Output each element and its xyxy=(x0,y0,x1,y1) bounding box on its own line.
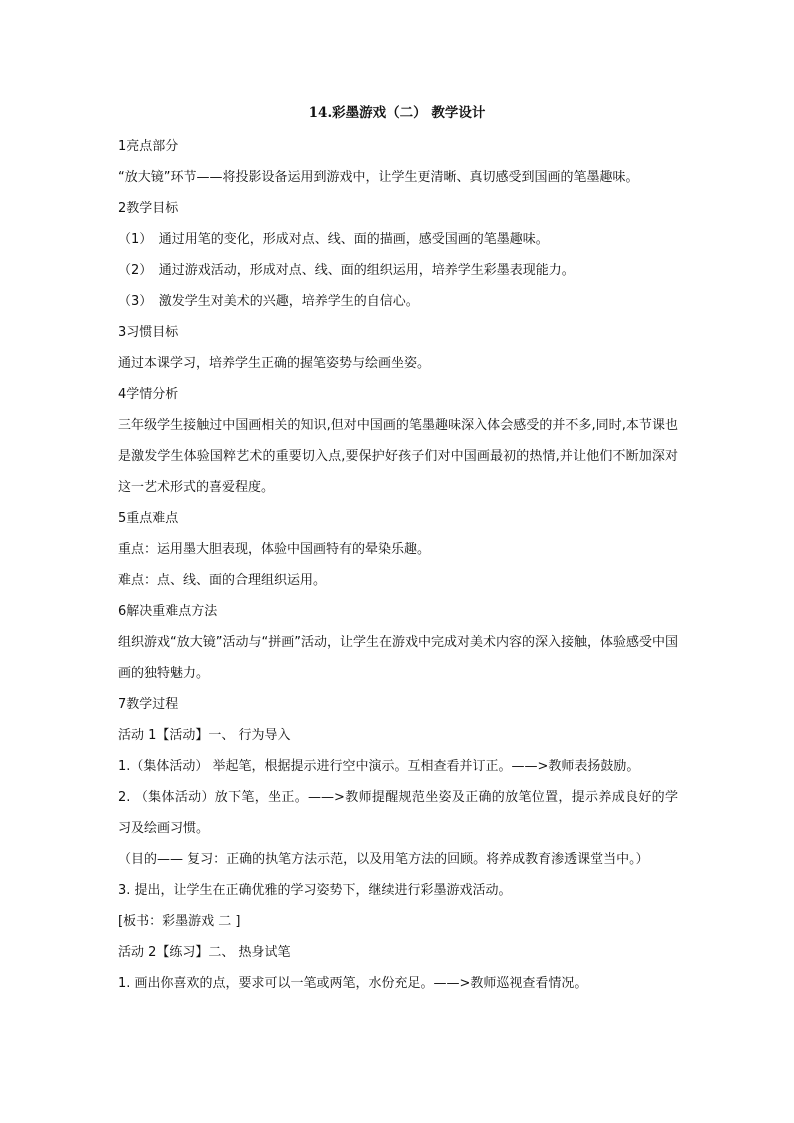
goal-item-3: （3） 激发学生对美术的兴趣，培养学生的自信心。 xyxy=(118,294,419,309)
activity-1-step-1: 1.（集体活动） 举起笔，根据提示进行空中演示。互相查看并订正。——>教师表扬鼓励。 xyxy=(118,759,640,774)
section-heading-methods: 6解决重难点方法 xyxy=(118,604,218,619)
goal-item-1: （1） 通过用笔的变化，形成对点、线、面的描画，感受国画的笔墨趣味。 xyxy=(118,232,549,247)
highlights-text: “放大镜”环节——将投影设备运用到游戏中，让学生更清晰、真切感受到国画的笔墨趣味。 xyxy=(118,170,639,185)
difficulty-text: 难点：点、线、面的合理组织运用。 xyxy=(118,573,327,588)
habit-goals-text: 通过本课学习，培养学生正确的握笔姿势与绘画坐姿。 xyxy=(118,356,431,371)
document-title: 14.彩墨游戏（二） 教学设计 xyxy=(308,105,486,121)
section-heading-teaching-goals: 2教学目标 xyxy=(118,201,179,216)
activity-2-step-1: 1. 画出你喜欢的点，要求可以一笔或两笔，水份充足。——>教师巡视查看情况。 xyxy=(118,976,588,991)
blackboard-note: [板书：彩墨游戏 二 ] xyxy=(118,914,241,929)
section-heading-habit-goals: 3习惯目标 xyxy=(118,325,179,340)
document-body xyxy=(118,131,678,999)
activity-1-purpose: （目的—— 复习：正确的执笔方法示范，以及用笔方法的回顾。将养成教育渗透课堂当中。） xyxy=(118,852,649,867)
section-heading-teaching-process: 7教学过程 xyxy=(118,697,179,712)
key-point-text: 重点：运用墨大胆表现，体验中国画特有的晕染乐趣。 xyxy=(118,542,431,557)
learner-analysis-text: 三年级学生接触过中国画相关的知识,但对中国画的笔墨趣味深入体会感受的并不多,同时,本节课也是激发学生体验国粹艺术的重要切入点,要保护好孩子们对中国画最初的热情,并让他们不断加深对这一艺术形式的喜爱程度。 xyxy=(118,418,678,495)
section-heading-key-points: 5重点难点 xyxy=(118,511,179,526)
section-heading-highlights: 1亮点部分 xyxy=(118,139,179,154)
section-heading-learner-analysis: 4学情分析 xyxy=(118,387,179,402)
goal-item-2: （2） 通过游戏活动，形成对点、线、面的组织运用，培养学生彩墨表现能力。 xyxy=(118,263,575,278)
activity-1-heading: 活动 1【活动】一、 行为导入 xyxy=(118,728,291,743)
activity-2-heading: 活动 2【练习】二、 热身试笔 xyxy=(118,945,291,960)
methods-text: 组织游戏“放大镜”活动与“拼画”活动，让学生在游戏中完成对美术内容的深入接触，体验感受中国画的独特魅力。 xyxy=(118,635,678,681)
activity-1-step-3: 3. 提出，让学生在正确优雅的学习姿势下，继续进行彩墨游戏活动。 xyxy=(118,883,512,898)
activity-1-step-2: 2. （集体活动）放下笔，坐正。——>教师提醒规范坐姿及正确的放笔位置，提示养成良好的学习及绘画习惯。 xyxy=(118,790,678,836)
